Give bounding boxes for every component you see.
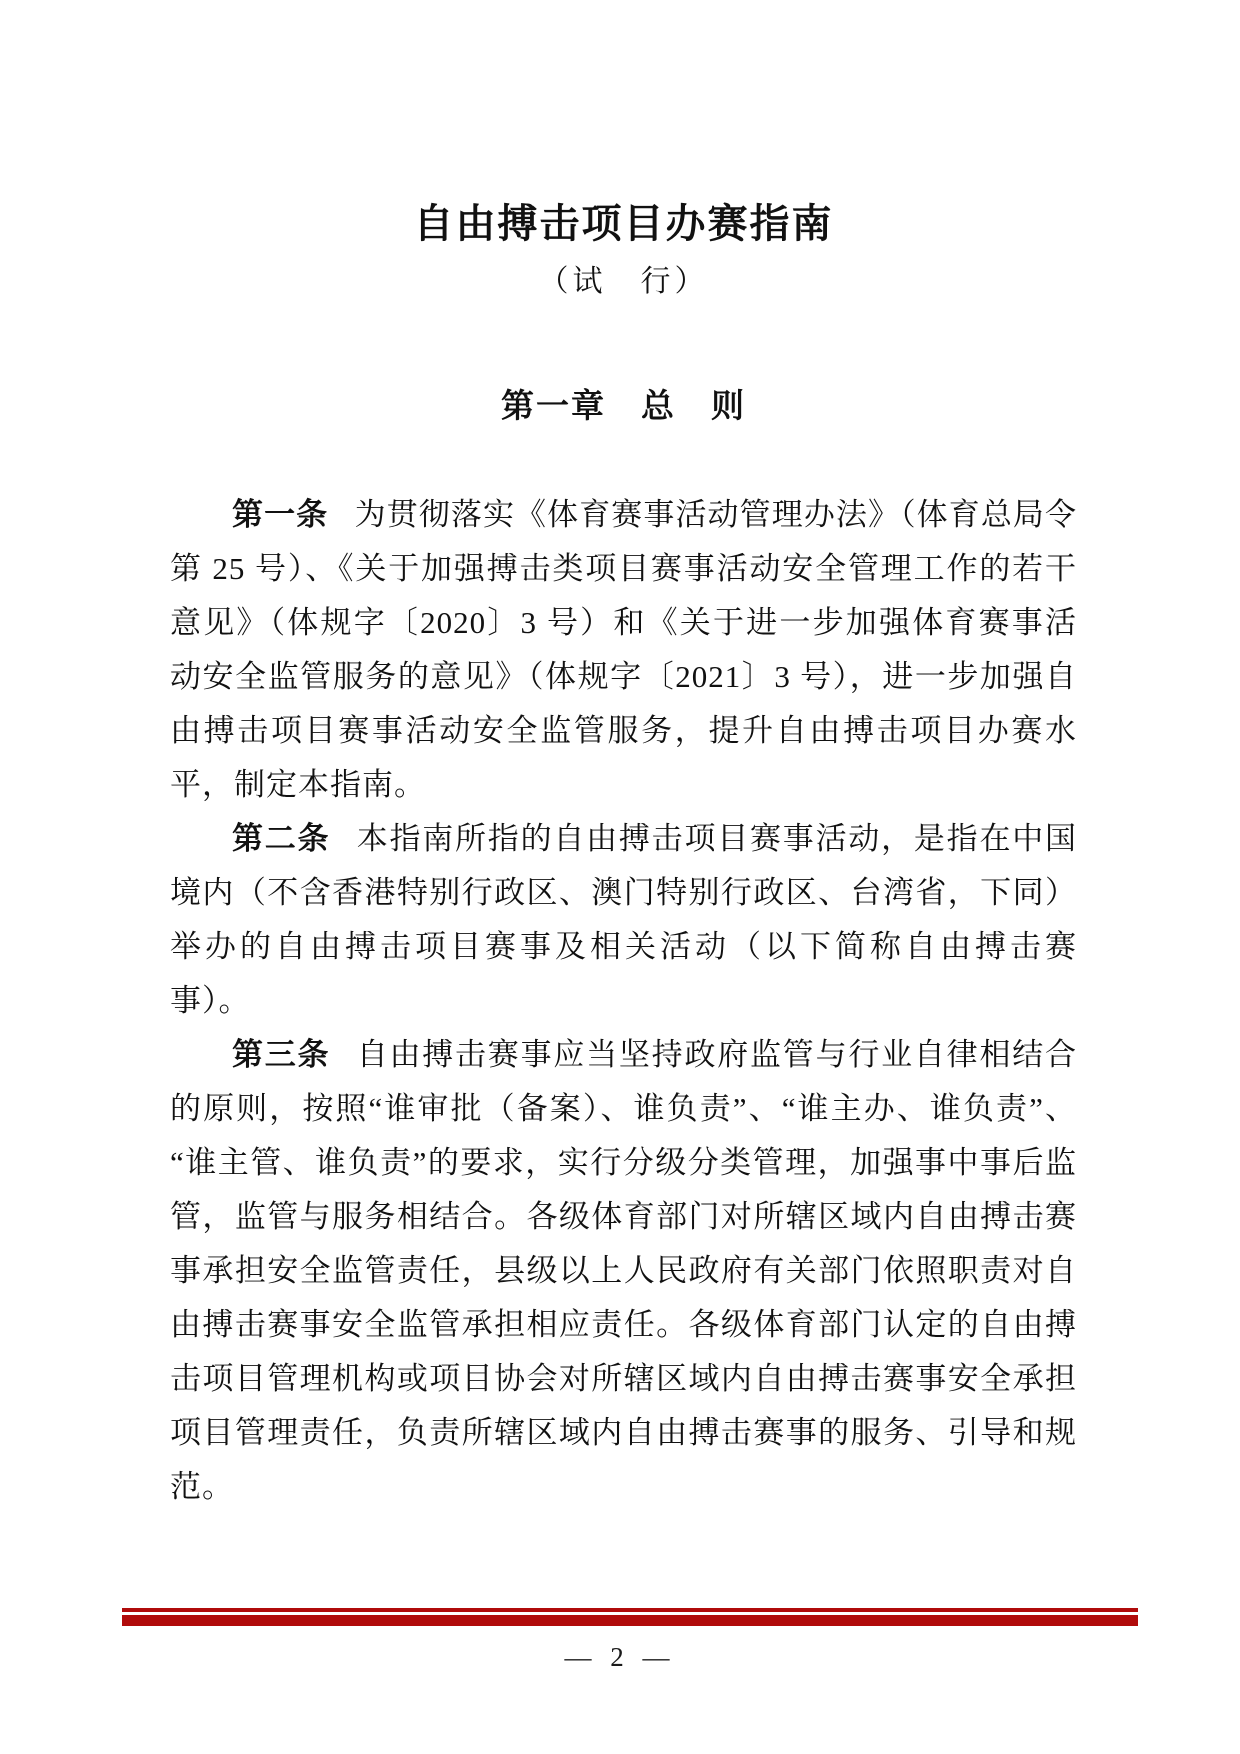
body-text bbox=[170, 488, 1077, 1514]
article-2-text: 本指南所指的自由搏击项目赛事活动，是指在中国境内（不含香港特别行政区、澳门特别行政区、台湾省，下同）举办的自由搏击项目赛事及相关活动（以下简称自由搏击赛事）。 bbox=[170, 821, 1078, 1018]
chapter-heading: 第一章 总 则 bbox=[501, 387, 746, 424]
document-subtitle: （试 行） bbox=[538, 265, 709, 298]
paragraph-article-3 bbox=[170, 1028, 1077, 1514]
article-3-label: 第三条 bbox=[232, 1037, 331, 1072]
article-1-label: 第一条 bbox=[232, 497, 329, 532]
paragraph-article-1 bbox=[170, 488, 1077, 812]
footer-rule-thick-line bbox=[122, 1615, 1138, 1626]
article-1-text: 为贯彻落实《体育赛事活动管理办法》（体育总局令第 25 号）、《关于加强搏击类项目赛事活动安全管理工作的若干意见》（体规字〔2020〕3 号）和《关于进一步加强体育赛事活动安全监管服务的意见》（体规字〔2021〕3 号），进一步加强自由搏击项目赛事活动安全监管服务，提升自由搏击项目办赛水平，制定本指南。 bbox=[170, 497, 1078, 802]
footer-rule bbox=[122, 1608, 1138, 1626]
page-number: — 2 — bbox=[564, 1642, 676, 1672]
paragraph-article-2 bbox=[170, 812, 1077, 1028]
document-title: 自由搏击项目办赛指南 bbox=[413, 202, 834, 246]
article-2-label: 第二条 bbox=[232, 821, 331, 856]
document-content bbox=[170, 0, 1077, 1514]
article-3-text: 自由搏击赛事应当坚持政府监管与行业自律相结合的原则，按照“谁审批（备案）、谁负责”、“谁主办、谁负责”、“谁主管、谁负责”的要求，实行分级分类管理，加强事中事后监管，监管与服务相结合。各级体育部门对所辖区域内自由搏击赛事承担安全监管责任，县级以上人民政府有关部门依照职责对自由搏击赛事安全监管承担相应责任。各级体育部门认定的自由搏击项目管理机构或项目协会对所辖区域内自由搏击赛事安全承担项目管理责任，负责所辖区域内自由搏击赛事的服务、引导和规范。 bbox=[170, 1037, 1078, 1504]
